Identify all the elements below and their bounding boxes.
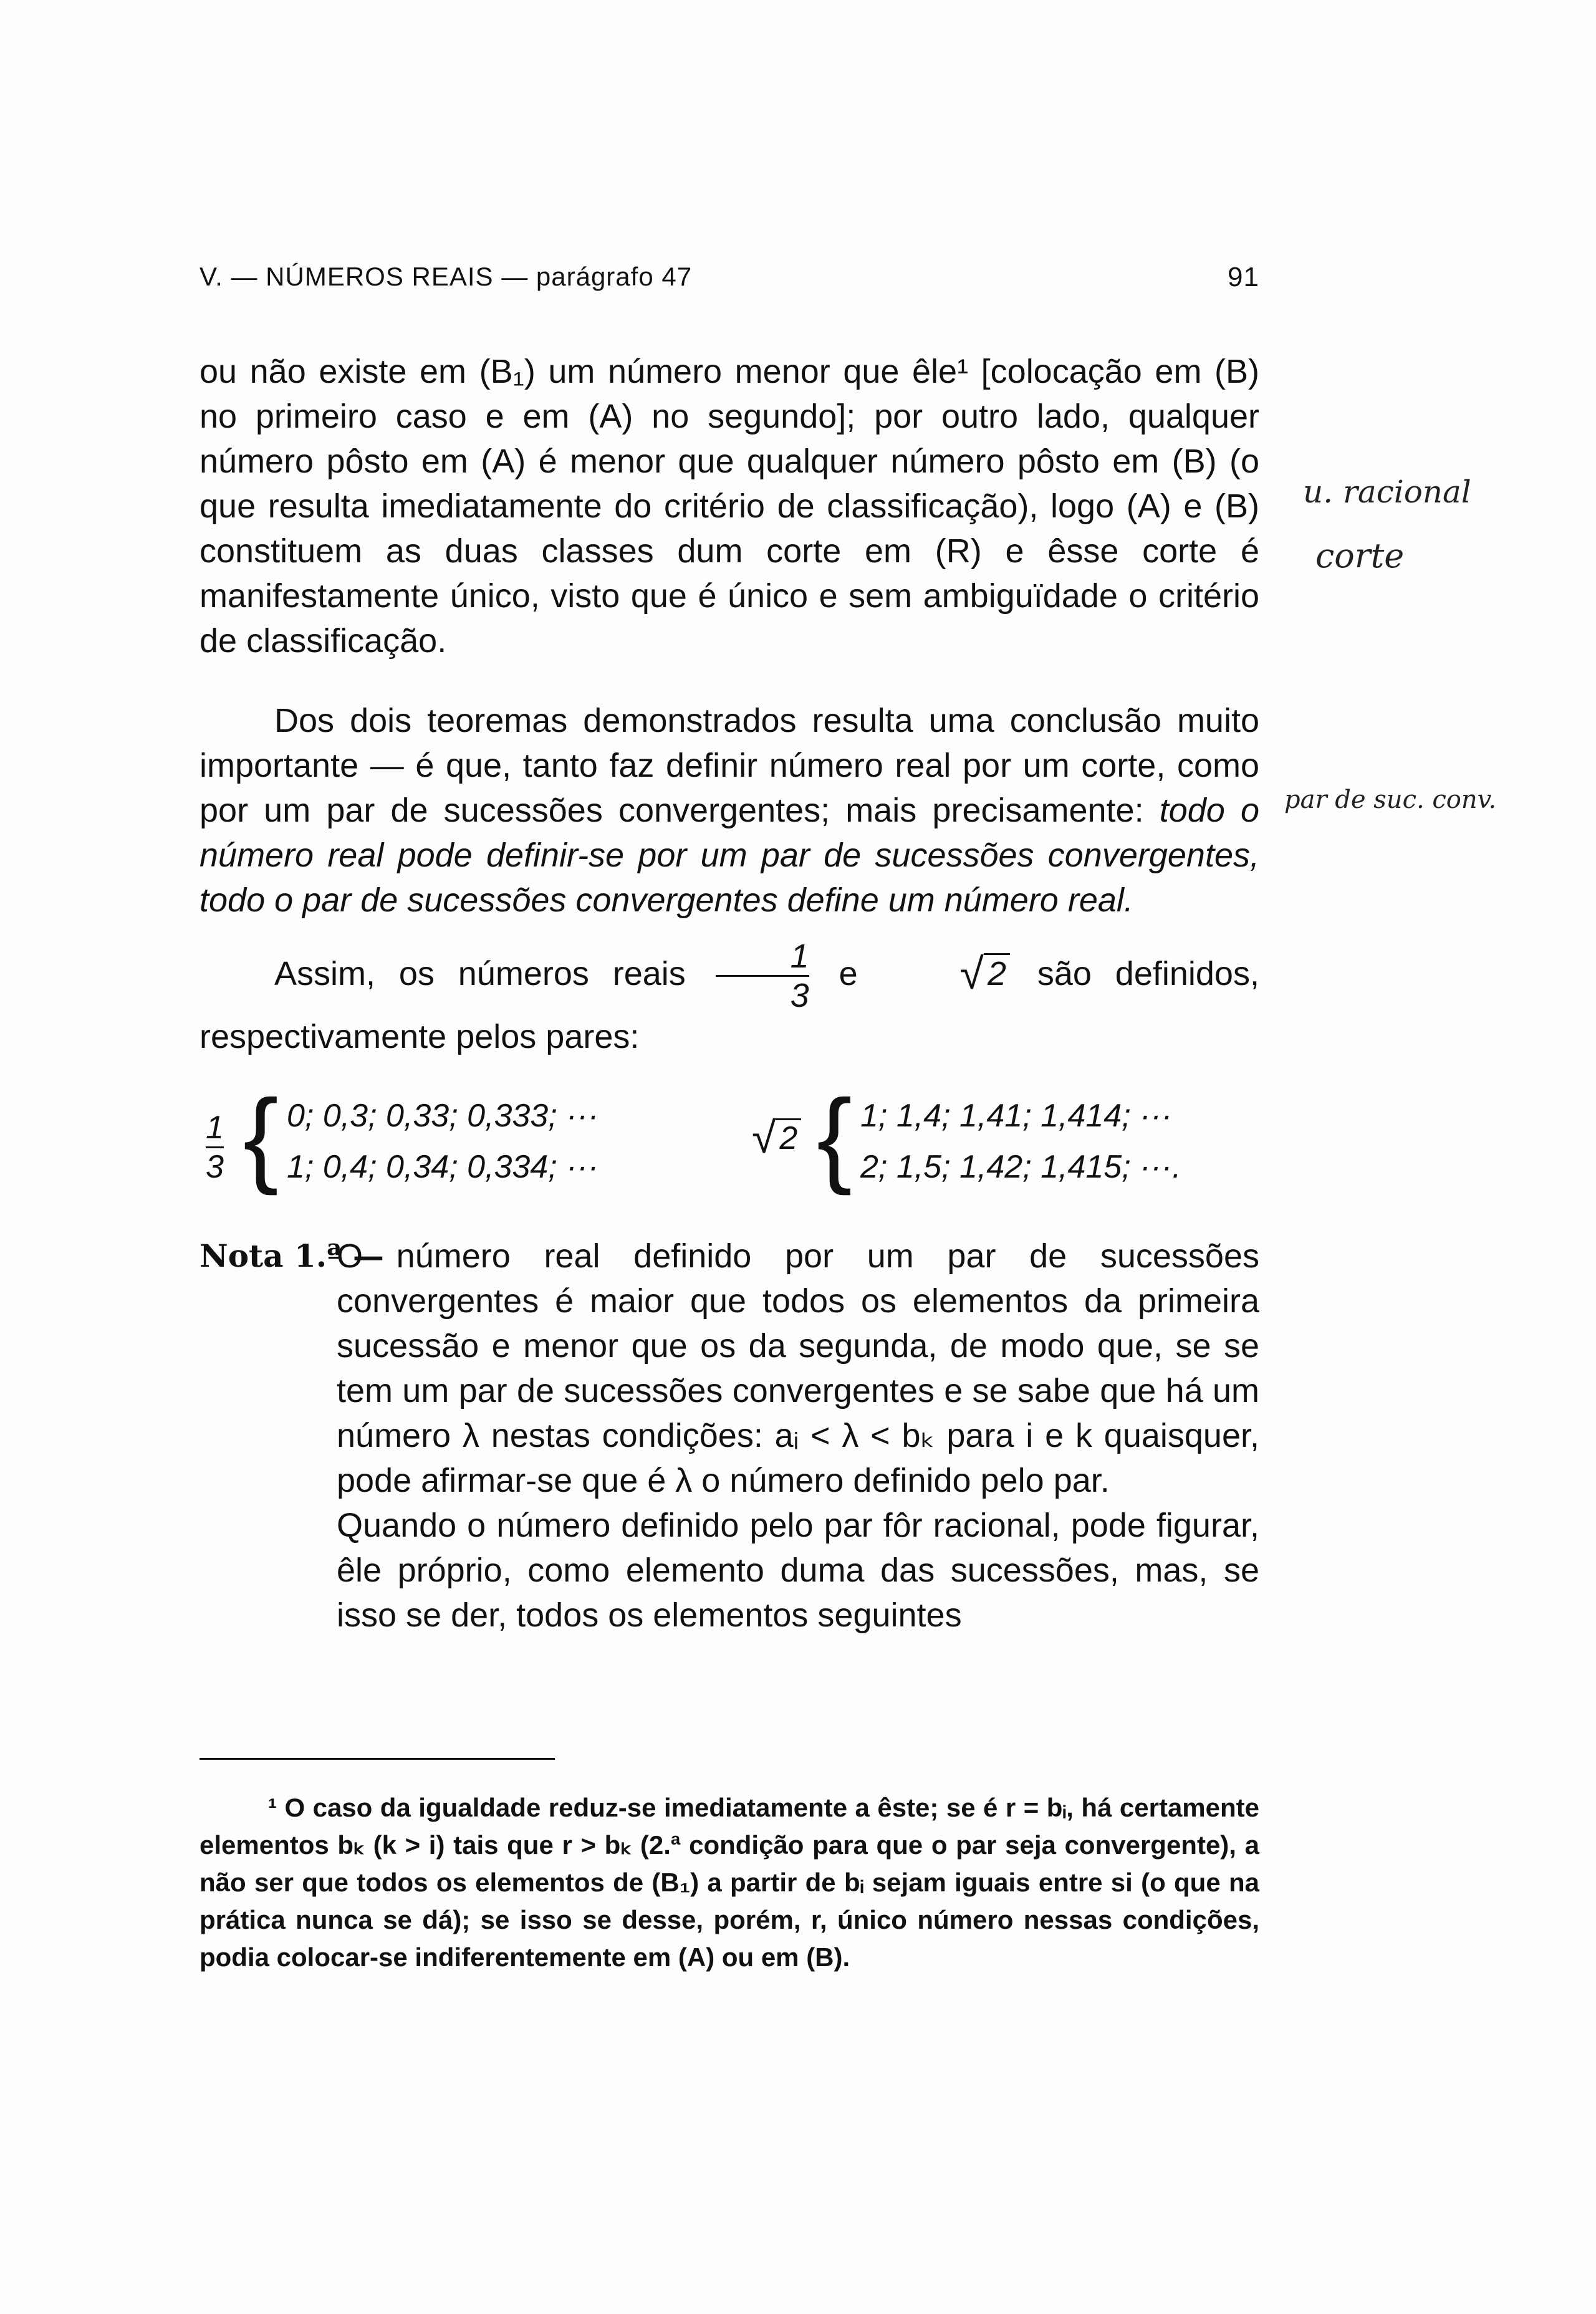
paragraph-3-start: Assim, os números reais (274, 954, 686, 992)
margin-note-1: u. racional (1303, 474, 1471, 510)
note-text-2: Quando o número definido pelo par fôr racional, pode figurar, êle próprio, como elemento duma das sucessões, mas, se isso se der, todos os elementos seguintes (337, 1507, 1259, 1634)
paragraph-3-end: são definidos, respectivamente pelos pares: (200, 954, 1259, 1055)
page-number: 91 (1228, 262, 1259, 292)
radical-sign-icon: √ (752, 1113, 776, 1162)
fraction-numerator: 1 (790, 938, 809, 975)
note-text-1: O número real definido por um par de sucessões convergentes é maior que todos os elementos da primeira sucessão e menor que os da segunda, de modo que, se se tem um par de sucessões convergentes e se sabe que há um número λ nestas condições: aᵢ < λ < bₖ para i e k quaisquer, pode afirmar-se que é λ o número definido pelo par. (337, 1237, 1259, 1499)
radical-sign-icon: √ (959, 949, 984, 998)
running-head: V. — NÚMEROS REAIS — parágrafo 47 (200, 262, 693, 291)
paragraph-2-text: Dos dois teoremas demonstrados resulta uma conclusão muito importante — é que, tanto faz definir número real por um corte, como por um par de sucessões convergentes; mais precisamente: (200, 702, 1259, 829)
note-label: Nota 1.ª — (200, 1237, 384, 1274)
pair1-denominator: 3 (206, 1146, 224, 1186)
paragraph-3-and: e (839, 954, 858, 992)
pair2-row1: 1; 1,4; 1,41; 1,414; ··· (860, 1098, 1173, 1134)
footnote-text: ¹ O caso da igualdade reduz-se imediatamente a êste; se é r = bᵢ, há certamente elementos bₖ (k > i) tais que r > bₖ (2.ª condição para que o par seja convergente), a não ser que todos os elementos de (B₁) a partir de bᵢ sejam iguais entre si (o que na prática nunca se dá); se isso se desse, porém, r, único número nessas condições, podia colocar-se indiferentemente em (A) ou em (B). (200, 1793, 1259, 1972)
pair-one-third-label (206, 1109, 224, 1186)
note-1 (200, 1234, 1259, 1638)
pair2-row2: 2; 1,5; 1,42; 1,415; ···. (860, 1149, 1181, 1185)
paragraph-1: ou não existe em (B₁) um número menor que êle¹ [colocação em (B) no primeiro caso e em (A) no segundo]; por outro lado, qualquer número pôsto em (A) é menor que qualquer número pôsto em (B) (o que resulta imediatamente do critério de classificação), logo (A) e (B) constituem as duas classes dum corte em (R) e êsse corte é manifestamente único, visto que é único e sem ambiguïdade o critério de classificação. (200, 353, 1259, 660)
paragraph-2-theorem: todo o número real pode definir-se por um par de sucessões convergentes, todo o par de sucessões convergentes define um número real. (200, 792, 1259, 919)
pair1-numerator: 1 (206, 1110, 224, 1146)
pair2-rows (860, 1090, 1181, 1193)
pair2-radicand: 2 (776, 1118, 801, 1156)
paragraph-3 (200, 938, 1259, 1059)
pair1-row1: 0; 0,3; 0,33; 0,333; ··· (287, 1098, 599, 1134)
fraction-denominator: 3 (716, 975, 809, 1014)
footnote-divider (200, 1758, 555, 1760)
footnote (200, 1789, 1259, 1976)
radicand: 2 (984, 953, 1010, 992)
square-root-two (885, 951, 1010, 996)
pair1-row2: 1; 0,4; 0,34; 0,334; ··· (287, 1149, 599, 1185)
pair1-rows (287, 1090, 598, 1193)
pair-sqrt-two-label (752, 1115, 801, 1161)
sequence-pairs (200, 1078, 1259, 1215)
margin-note-2: corte (1315, 536, 1405, 575)
paragraph-2 (200, 698, 1259, 923)
left-brace-icon: { (243, 1078, 279, 1196)
main-text (200, 349, 1259, 1638)
margin-note-3: par de suc. conv. (1284, 785, 1497, 814)
fraction-one-third (716, 938, 809, 1014)
left-brace-icon: { (817, 1078, 852, 1196)
